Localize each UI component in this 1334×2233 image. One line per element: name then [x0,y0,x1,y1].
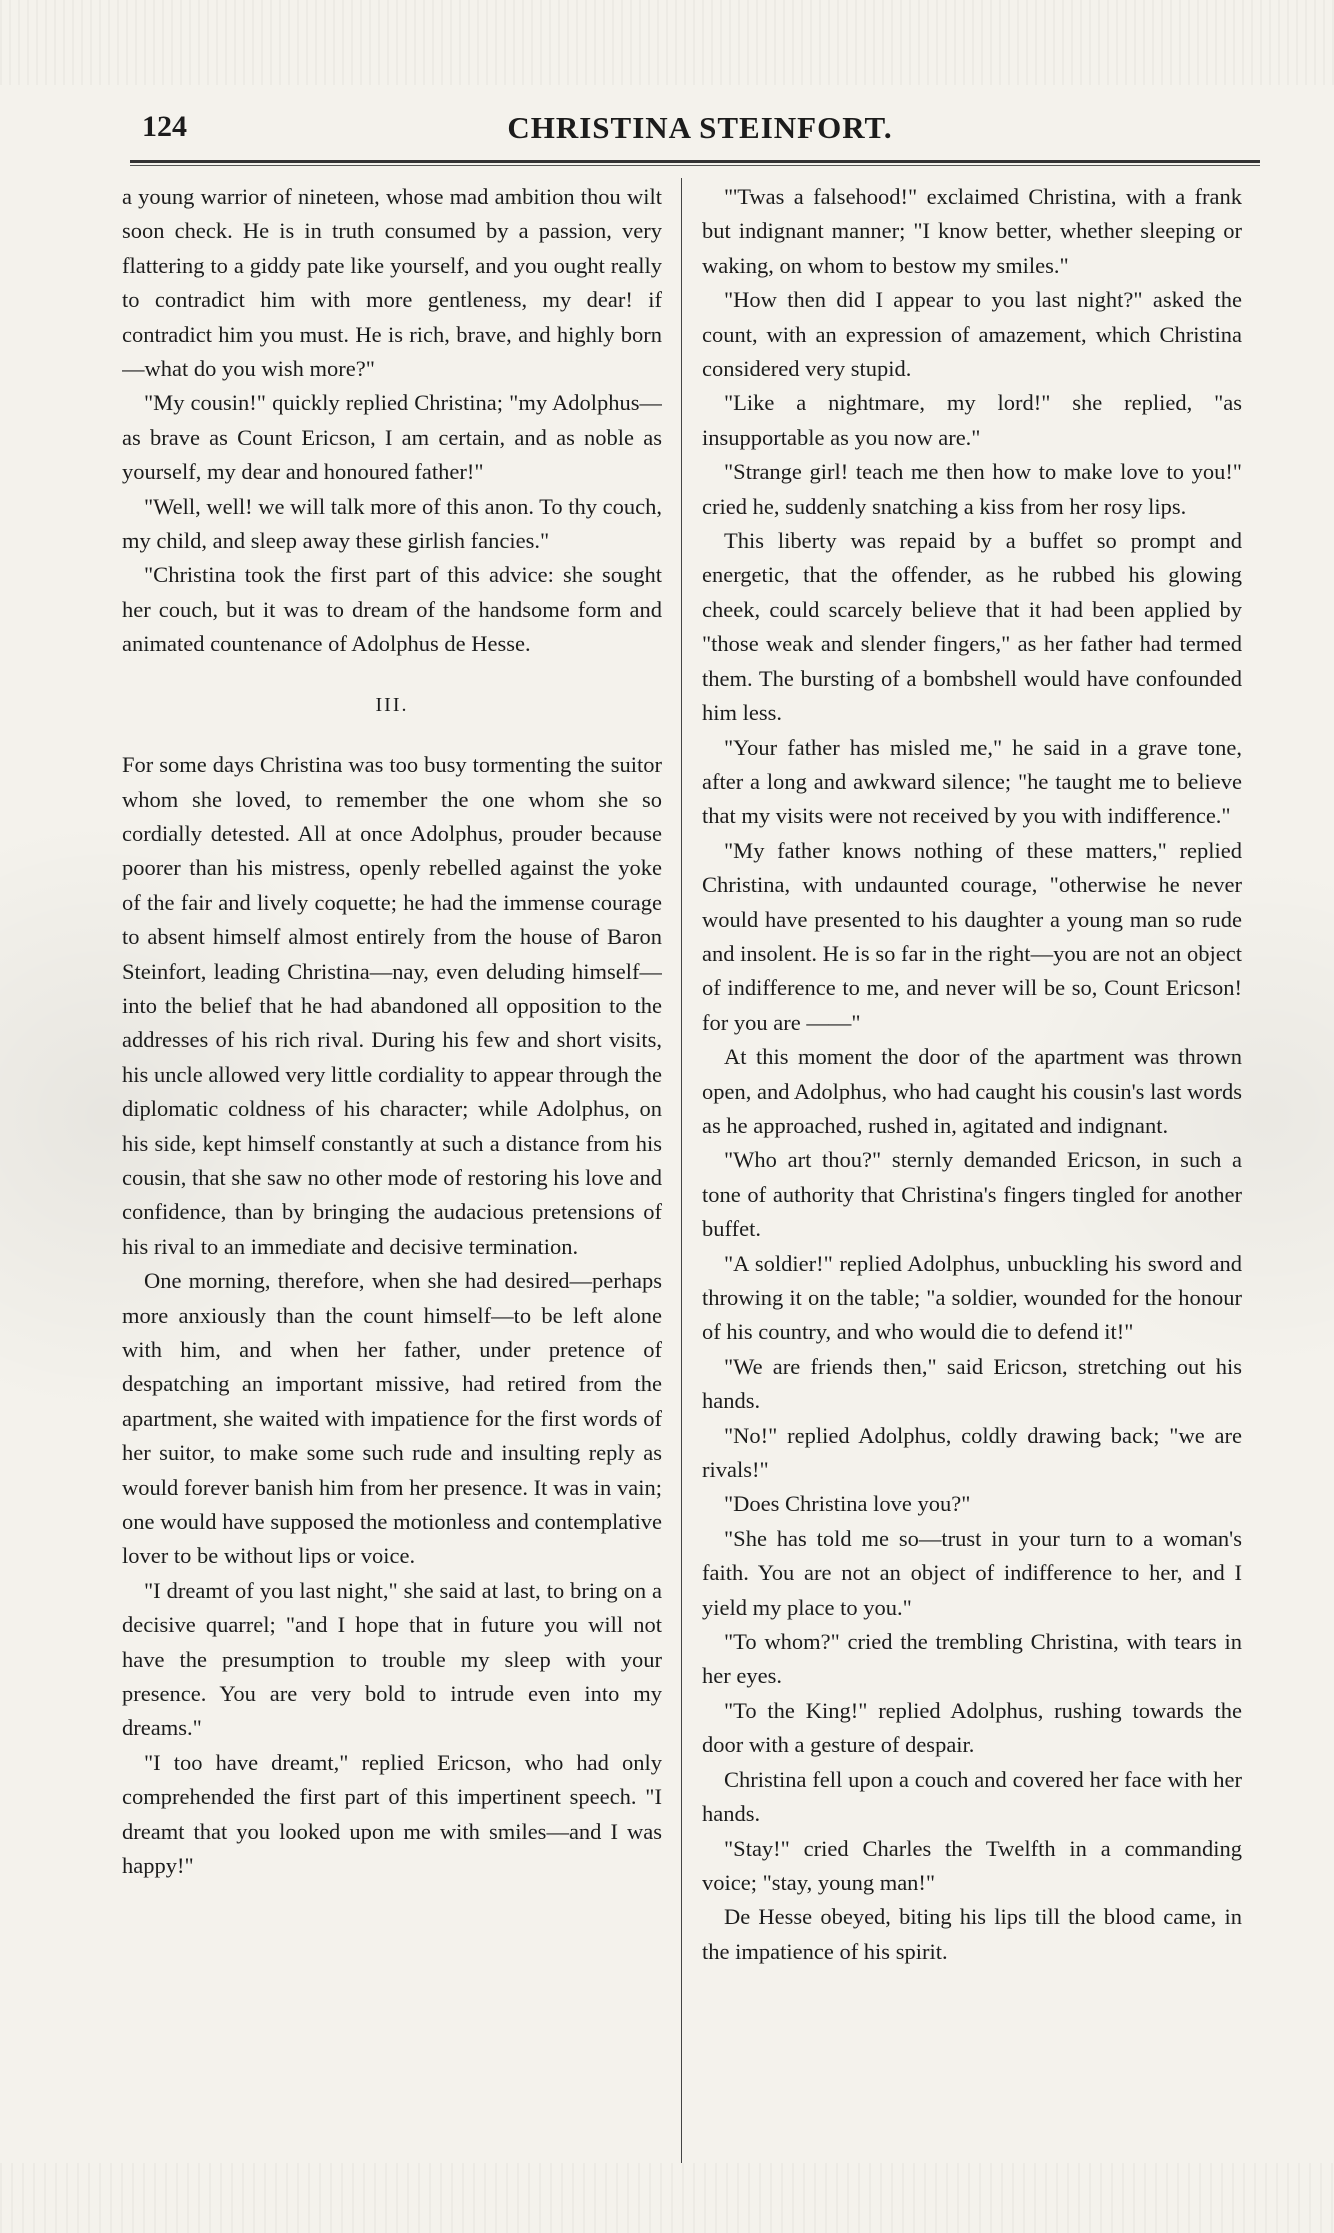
paragraph: "Christina took the first part of this advice: she sought her couch, but it was to dream of the handsome form and animated countenance of Adolphus de Hesse. [122,562,662,657]
paragraph: a young warrior of nineteen, whose mad ambition thou wilt soon check. He is in truth consumed by a passion, very flattering to a giddy pate like yourself, and you ought really to contradict him with more gentleness, my dear! if contradict him you must. He is rich, brave, and highly born—what do you wish more?" [122,184,662,382]
paragraph: "A soldier!" replied Adolphus, unbuckling his sword and throwing it on the table; "a soldier, wounded for the honour of his country, and who would die to defend it!" [702,1250,1242,1345]
paragraph: "'Twas a falsehood!" exclaimed Christina, with a frank but indignant manner; "I know better, whether sleeping or waking, on whom to bestow my smiles." [702,184,1242,278]
paragraph: De Hesse obeyed, biting his lips till the blood came, in the impatience of his spirit. [702,1904,1242,1964]
paragraph: "Stay!" cried Charles the Twelfth in a commanding voice; "stay, young man!" [702,1835,1242,1895]
paragraph: "To the King!" replied Adolphus, rushing towards the door with a gesture of despair. [702,1697,1242,1758]
paragraph: "She has told me so—trust in your turn to a woman's faith. You are not an object of indifference to her, and I yield my place to you." [702,1525,1242,1620]
paragraph: "Who art thou?" sternly demanded Ericson, in such a tone of authority that Christina's fingers tingled for another buffet. [702,1147,1242,1242]
header-rule-thin [130,165,1260,166]
paragraph: "Well, well! we will talk more of this anon. To thy couch, my child, and sleep away these girlish fancies." [122,493,662,554]
paragraph: "Strange girl! teach me then how to make love to you!" cried he, suddenly snatching a kiss from her rosy lips. [702,459,1242,519]
running-title: CHRISTINA STEINFORT. [507,110,893,145]
paragraph: Christina fell upon a couch and covered her face with her hands. [702,1766,1242,1827]
paragraph: "No!" replied Adolphus, coldly drawing back; "we are rivals!" [702,1422,1242,1483]
paragraph: "How then did I appear to you last night?" asked the count, with an expression of amazement, which Christina considered very stupid. [702,287,1242,382]
paragraph: For some days Christina was too busy tormenting the suitor whom she loved, to remember the one whom she so cordially detested. All at once Adolphus, prouder because poorer than his mistress, openly rebelled against the yoke of the fair and lively coquette; he had the immense courage to absent himself almost entirely from the house of Baron Steinfort, leading Christina—nay, even deluding himself—into the belief that he had abandoned all opposition to the addresses of his rich rival. During his few and short visits, his uncle allowed very little cordiality to appear through the diplomatic coldness of his character; while Adolphus, on his side, kept himself constantly at such a distance from his cousin, that she saw no other mode of restoring his love and confidence, than by bringing the audacious pretensions of his rival to an immediate and decisive termination. [122,752,662,1259]
paragraph: This liberty was repaid by a buffet so prompt and energetic, that the offender, as he rubbed his glowing cheek, could scarcely believe that it had been applied by "those weak and slender fingers," as her father had termed them. The bursting of a bombshell would have confounded him less. [702,528,1242,726]
paragraph: "I dreamt of you last night," she said at last, to bring on a decisive quarrel; "and I hope that in future you will not have the presumption to trouble my sleep with your presence. You are very bold to intrude even into my dreams." [122,1577,662,1741]
header-rule [130,160,1260,163]
paragraph: One morning, therefore, when she had desired—perhaps more anxiously than the count himself—to be left alone with him, and when her father, under pretence of despatching an important missive, had retired from the apartment, she waited with impatience for the first words of her suitor, to make some such rude and insulting reply as would forever banish him from her presence. It was in vain; one would have supposed the motionless and contemplative lover to be without lips or voice. [122,1268,662,1569]
paragraph: "Your father has misled me," he said in a grave tone, after a long and awkward silence; "he taught me to believe that my visits were not received by you with indifference." [702,734,1242,829]
section-heading: III. [375,693,409,716]
paragraph: "We are friends then," said Ericson, stretching out his hands. [702,1353,1242,1414]
page-number: 124 [142,110,187,143]
column-divider [681,178,682,2163]
right-column [702,180,1242,2180]
paragraph: "Does Christina love you?" [724,1491,971,1517]
paragraph: "Like a nightmare, my lord!" she replied, "as insupportable as you now are." [702,390,1242,450]
paragraph: "My father knows nothing of these matters," replied Christina, with undaunted courage, "otherwise he never would have presented to his daughter a young man so rude and insolent. He is so far in the right—you are not an object of indifference to me, and never will be so, Count Ericson! for you are ——" [702,837,1242,1035]
paragraph: At this moment the door of the apartment was thrown open, and Adolphus, who had caught his cousin's last words as he approached, rushed in, agitated and indignant. [702,1044,1242,1138]
paragraph: "I too have dreamt," replied Ericson, who had only comprehended the first part of this impertinent speech. "I dreamt that you looked upon me with smiles—and I was happy!" [122,1749,662,1879]
top-margin-noise [0,0,1334,85]
paragraph: "To whom?" cried the trembling Christina, with tears in her eyes. [702,1629,1242,1689]
paragraph: "My cousin!" quickly replied Christina; "my Adolphus—as brave as Count Ericson, I am certain, and as noble as yourself, my dear and honoured father!" [122,390,662,485]
left-column [122,180,662,2180]
